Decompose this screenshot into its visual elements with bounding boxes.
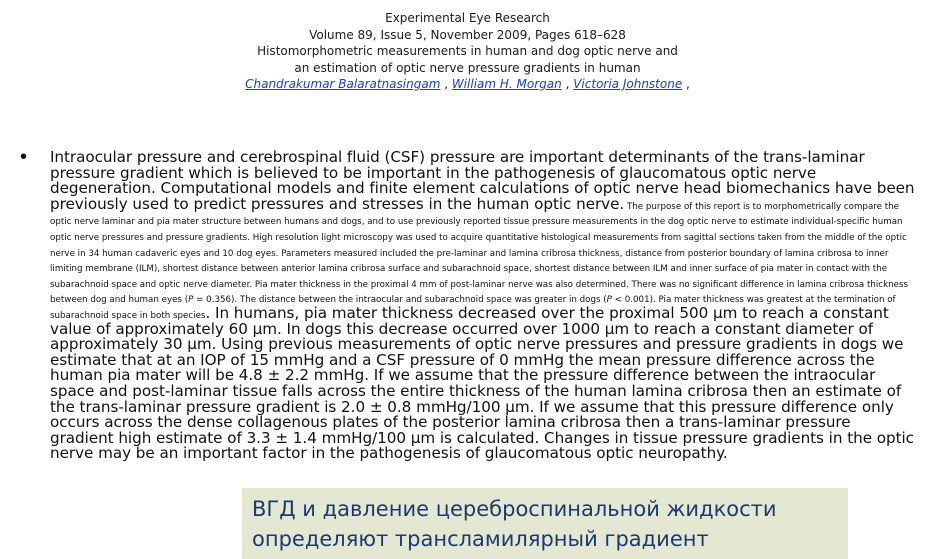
bullet-point-icon: • [20, 146, 28, 168]
callout-line-1: ВГД и давление цереброспинальной жидкости [252, 497, 777, 521]
abstract-intro: Intraocular pressure and cerebrospinal fluid (CSF) pressure are important determinants of the trans-laminar pressure gradient which is believed to be important in the pathogenesis of glaucomatous optic nerve degeneration. Computational models and finite element calculations of optic nerve head biomechanics have been previously used to predict pressures and stresses in the human optic nerve. [50, 148, 915, 213]
author-list-trailing-comma: , [682, 77, 690, 91]
russian-summary-callout [242, 488, 848, 559]
p-value-symbol: P [606, 295, 612, 306]
author-list [0, 76, 935, 93]
author-link-johnstone[interactable]: Victoria Johnstone [573, 77, 683, 91]
abstract-conclusions: In humans, pia mater thickness decreased over the proximal 500 μm to reach a constant value of approximately 60 μm. In dogs this decrease occurred over 1000 μm to reach a constant diameter of approximately 30 μm. Using previous measurements of optic nerve pressures and pressure gradients in dogs we estimate that at an IOP of 15 mmHg and a CSF pressure of 0 mmHg the mean pressure difference across the human pia mater will be 4.8 ± 2.2 mmHg. If we assume that the pressure difference between the intraocular space and post-laminar tissue falls across the entire thickness of the human lamina cribrosa then an estimate of the trans-laminar pressure gradient is 2.0 ± 0.8 mmHg/100 μm. If we assume that this pressure difference only occurs across the dense collagenous plates of the posterior lamina cribrosa then a trans-laminar pressure gradient high estimate of 3.3 ± 1.4 mmHg/100 μm is calculated. Changes in tissue pressure gradients in the optic nerve may be an important factor in the pathogenesis of glaucomatous optic neuropathy. [50, 303, 914, 463]
abstract-period: . [205, 303, 211, 322]
citation-block [0, 10, 935, 93]
author-separator: , [440, 77, 452, 91]
author-link-balaratnasingam[interactable]: Chandrakumar Balaratnasingam [245, 77, 441, 91]
author-separator: , [561, 77, 574, 91]
callout-line-2: определяют трансламилярный градиент [252, 527, 709, 551]
article-title-line-2: an estimation of optic nerve pressure gradients in human [294, 60, 641, 75]
author-link-morgan[interactable]: William H. Morgan [451, 77, 562, 91]
volume-issue-pages: Volume 89, Issue 5, November 2009, Pages 618–628 [309, 27, 626, 42]
article-title-line-1: Histomorphometric measurements in human and dog optic nerve and [257, 44, 678, 58]
journal-name: Experimental Eye Research [385, 11, 550, 25]
abstract-text [50, 150, 916, 462]
p-value-symbol: P [188, 295, 194, 306]
abstract-methods-results: The purpose of this report is to morphometrically compare the optic nerve laminar and pia mater structure between humans and dogs, and to use previously reported tissue pressure measurements in the dog optic nerve to estimate individual-specific human optic nerve pressures and pressure gradients. High resolution light microscopy was used to acquire quantitative histological measurements from sagittal sections taken from the middle of the optic nerve in 34 human cadaveric eyes and 10 dog eyes. Parameters measured included the pre-laminar and lamina cribrosa thickness, distance from posterior boundary of lamina cribrosa to inner limiting membrane (ILM), shortest distance between anterior lamina cribrosa surface and subarachnoid space, shortest distance between ILM and inner surface of pia mater in contact with the subarachnoid space and optic nerve diameter. Pia mater thickness in the proximal 4 mm of post-laminar nerve was also determined. There was no significant difference in lamina cribrosa thickness between dog and human eyes (P = 0.356). The distance between the intraocular and subarachnoid space was greater in dogs (P < 0.001). Pia mater thickness was greatest at the termination of subarachnoid space in both species [50, 201, 908, 321]
